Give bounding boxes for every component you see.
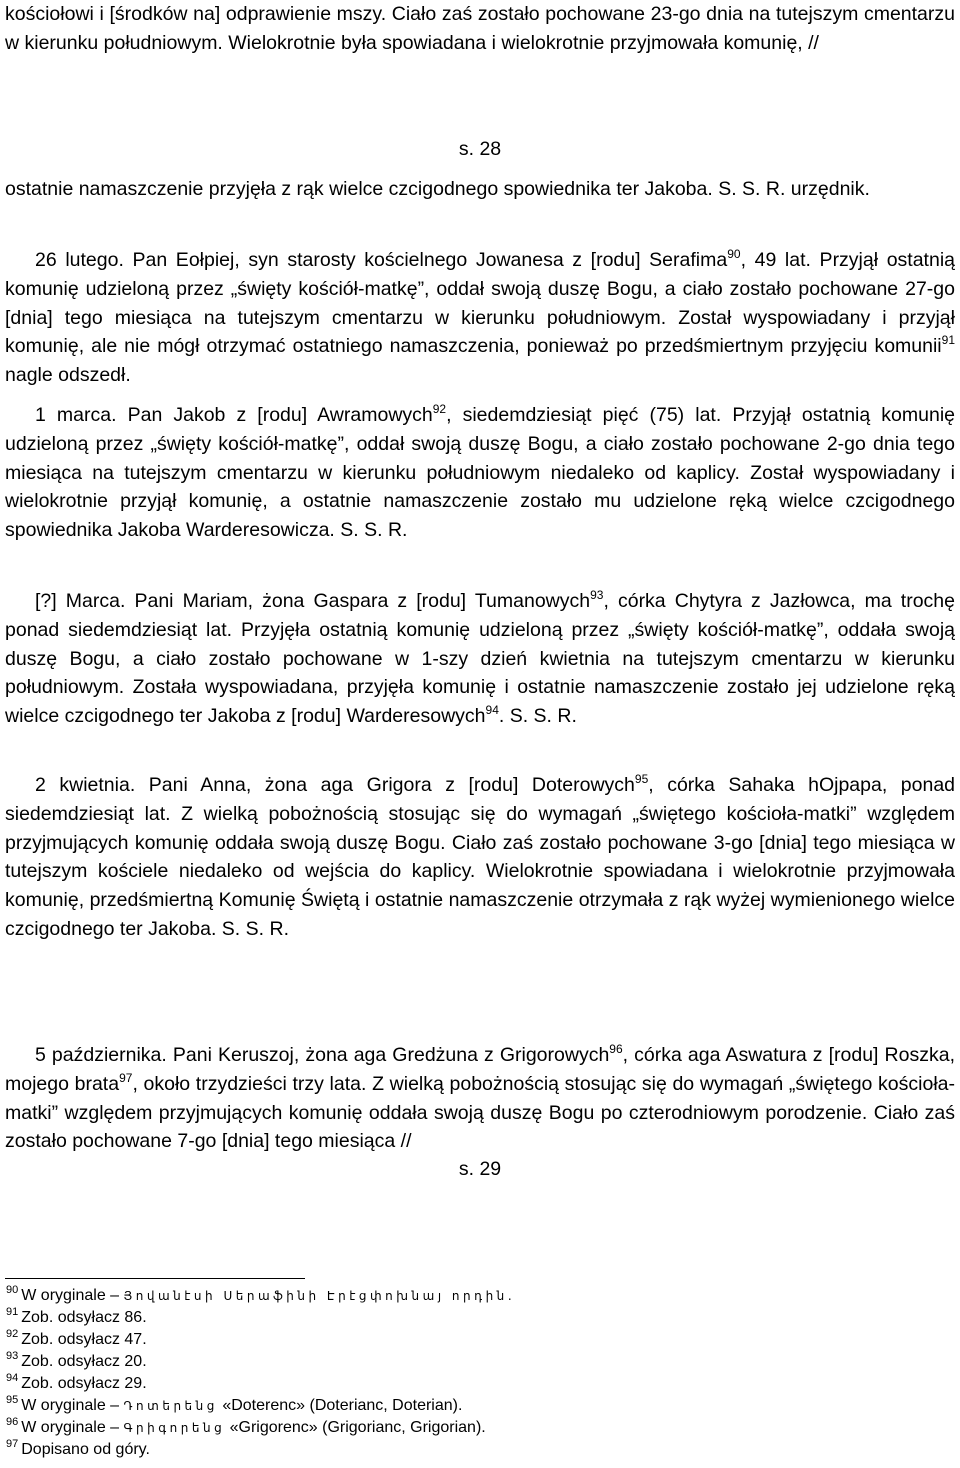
footnote-number: 91 [6,1306,19,1318]
footnote-90 [6,1285,946,1307]
entry-text: 5 października. Pani Keruszoj, żona aga Gredżuna z Grigorowych [35,1044,610,1066]
footnote-text: Zob. odsyłacz 29. [21,1375,147,1392]
footnote-text: W oryginale – [21,1397,124,1414]
page-marker-28: s. 28 [458,138,502,160]
footnotes-section [6,1285,946,1461]
entry-26-february [5,246,955,390]
footnote-97 [6,1439,946,1461]
footnote-92 [6,1329,946,1351]
entry-text: . S. S. R. [498,705,577,728]
entry-text: , około trzydzieści trzy lata. Z wielką pobożnością stosując się do wymagań „świętego kościoła-matki” względem przyjmujących komunię oddała swoją duszę Bogu po czterodniowym porodzenie. Ciało zaś zostało pochowane 7-go [dnia] tego miesiąca // [5,1072,955,1153]
footnote-text: Zob. odsyłacz 86. [21,1309,147,1326]
footnote-number: 92 [6,1328,19,1340]
footnote-ref-95[interactable]: 95 [634,772,649,786]
footnote-ref-92[interactable]: 92 [432,402,447,416]
entry-1-march [5,401,955,545]
entry-5-october [5,1041,955,1156]
footnote-ref-94[interactable]: 94 [485,703,499,718]
footnote-ref-97[interactable]: 97 [119,1070,133,1085]
footnote-number: 95 [6,1394,19,1406]
footnote-93 [6,1351,946,1373]
paragraph-continuation: kościołowi i [środków na] odprawienie mszy. Ciało zaś zostało pochowane 23-go dnia na tutejszym cmentarzu w kierunku południowym. Wielokrotnie była spowiadana i wielokrotnie przyjmowała komunię, // [5,3,955,54]
footnote-95 [6,1395,946,1417]
entry-text: , 49 lat. Przyjął ostatnią komunię udzieloną przez „święty kościół-matkę”, oddał swoją duszę Bogu, a ciało zostało pochowane 27-go [dnia] tego miesiąca na tutejszym cmentarzu w kierunku południowym. Został wyspowiadany i przyjął komunię, ale nie mógł otrzymać ostatniego namaszczenia, ponieważ po przedśmiertnym przyjęciu komunii [5,249,955,358]
entry-text: nagle odszedł. [5,364,131,387]
paragraph-last-rites: ostatnie namaszczenie przyjęła z rąk wielce czcigodnego spowiednika ter Jakoba. S. S. R. urzędnik. [5,178,870,200]
entry-text: , córka aga Aswatura z [rodu] Roszka, mojego brata [5,1044,955,1095]
footnote-text-rest: «Doterenc» (Doterianc, Doterian). [217,1397,463,1414]
entry-march-unknown [5,587,955,731]
armenian-text: Գրիգորենց [123,1421,226,1435]
footnote-text: W oryginale – [21,1419,124,1436]
footnote-number: 90 [6,1284,19,1296]
page-marker-29: s. 29 [458,1158,502,1180]
footnote-ref-90[interactable]: 90 [727,247,741,261]
armenian-text: Յովանէսի Սերաֆինի Էրէցփոխնայ որդին․ [123,1289,516,1303]
entry-text: [?] Marca. Pani Mariam, żona Gaspara z [rodu] Tumanowych [35,590,591,612]
footnote-text-rest: «Grigorenc» (Grigorianc, Grigorian). [225,1419,486,1436]
footnote-divider [5,1278,305,1279]
entry-text: , córka Chytyra z Jazłowca, ma trochę ponad siedemdziesiąt lat. Przyjęła ostatnią komunię udzieloną przez „święty kościół-matkę”, oddała swoją duszę Bogu, a ciało zostało pochowane w 1-szy dzień kwietnia na tutejszym cmentarzu w kierunku południowym. Została wyspowiadana, przyjęła komunię i ostatnie namaszczenie zostało jej udzielone ręką wielce czcigodnego ter Jakoba z [rodu] Warderesowych [5,590,955,728]
footnote-ref-93[interactable]: 93 [590,588,604,602]
entry-text: , córka Sahaka hOjpapa, ponad siedemdziesiąt lat. Z wielką pobożnością stosując się do wymagań „świętego kościoła-matki” względem przyjmujących komunię oddała swoją duszę Bogu. Ciało zaś zostało pochowane 3-go [dnia] tego miesiąca w tutejszym kościele niedaleko od wejścia do kaplicy. Wielokrotnie spowiadana i wielokrotnie przyjmowała komunię, przedśmiertną Komunię Świętą i ostatnie namaszczenie otrzymała z rąk wyżej wymienionego wielce czcigodnego ter Jakoba. S. S. R. [5,774,956,940]
footnote-text: Dopisano od góry. [21,1441,150,1458]
footnote-text: Zob. odsyłacz 20. [21,1353,147,1370]
footnote-text: Zob. odsyłacz 47. [21,1331,147,1348]
footnote-ref-96[interactable]: 96 [609,1042,623,1056]
entry-2-april [5,771,955,944]
footnote-number: 96 [6,1416,19,1428]
footnote-91 [6,1307,946,1329]
footnote-96 [6,1417,946,1439]
entry-text: 26 lutego. Pan Eołpiej, syn starosty kościelnego Jowanesa z [rodu] Serafima [35,249,728,271]
armenian-text: Դոտերենց [123,1399,218,1413]
footnote-text: W oryginale – [21,1287,124,1304]
footnote-number: 97 [6,1438,19,1450]
footnote-94 [6,1373,946,1395]
entry-text: , siedemdziesiąt pięć (75) lat. Przyjął ostatnią komunię udzieloną przez „święty kościół-matkę”, oddał swoją duszę Bogu, a ciało zostało pochowane 2-go dnia tego miesiąca na tutejszym cmentarzu w kierunku południowym niedaleko od kaplicy. Został wyspowiadany i wielokrotnie przyjął komunię, a ostatnie namaszczenie zostało mu udzielone ręką wielce czcigodnego spowiednika Jakoba Warderesowicza. S. S. R. [5,404,955,542]
entry-text: 2 kwietnia. Pani Anna, żona aga Grigora z [rodu] Doterowych [35,774,635,796]
entry-text: 1 marca. Pan Jakob z [rodu] Awramowych [35,404,433,426]
footnote-number: 94 [6,1372,19,1384]
footnote-number: 93 [6,1350,19,1362]
footnote-ref-91[interactable]: 91 [941,333,955,348]
